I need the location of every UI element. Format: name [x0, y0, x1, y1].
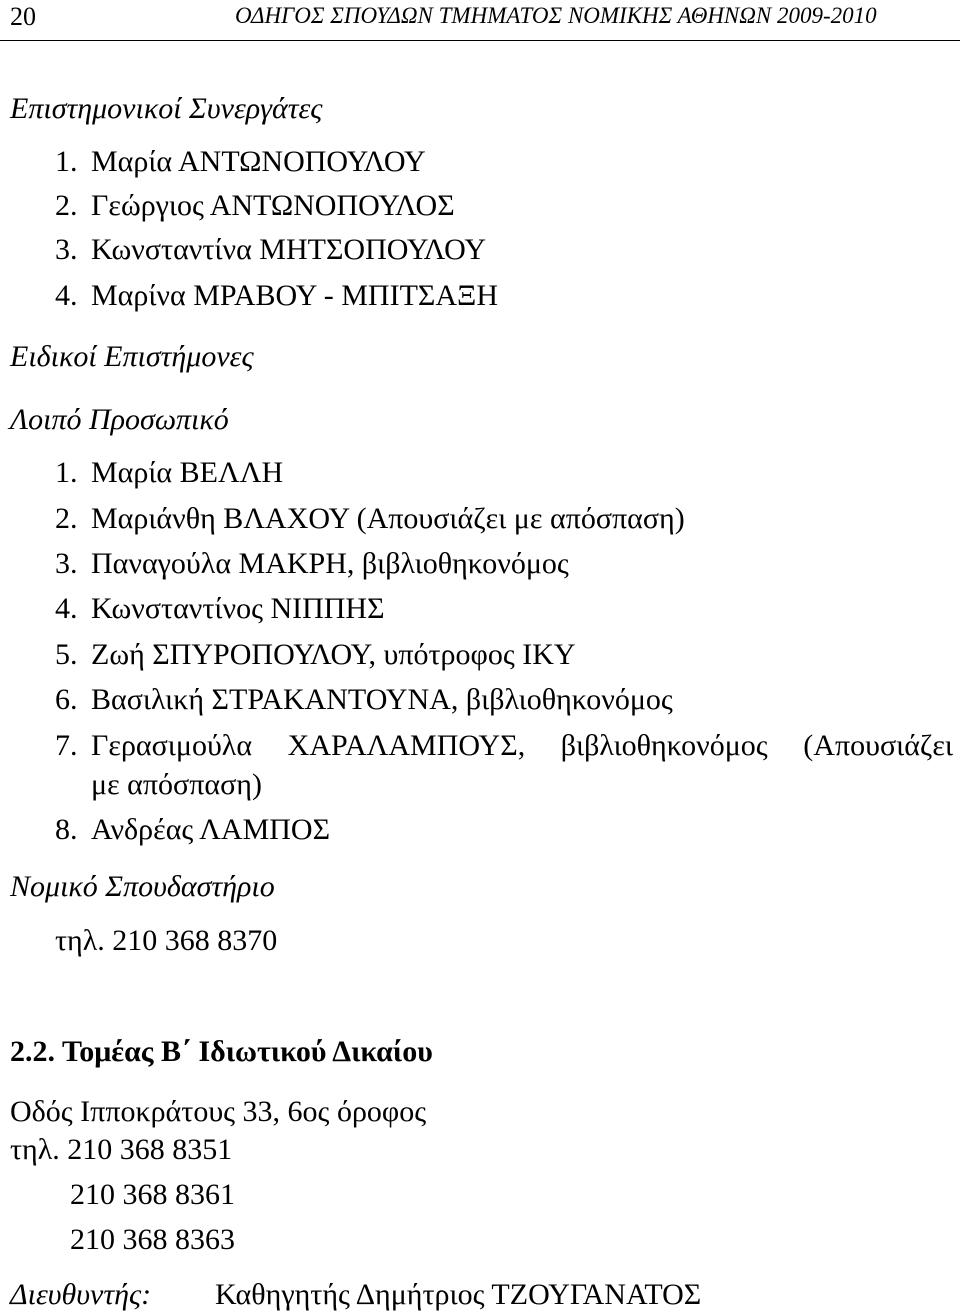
list-item: 1. Μαρία ΒΕΛΛΗ [55, 456, 284, 489]
running-title: ΟΔΗΓΟΣ ΣΠΟΥΔΩΝ ΤΜΗΜΑΤΟΣ ΝΟΜΙΚΗΣ ΑΘΗΝΩΝ 2009-2010 [235, 3, 877, 28]
list-item: 4. Κωνσταντίνος ΝΙΠΠΗΣ [55, 592, 385, 625]
list-item-continuation: με απόσπαση) [91, 768, 262, 801]
list-item: 1. Μαρία ΑΝΤΩΝΟΠΟΥΛΟΥ [55, 145, 426, 178]
law-library-phone: τηλ. 210 368 8370 [55, 924, 278, 957]
list-item: 2. Γεώργιος ΑΝΤΩΝΟΠΟΥΛΟΣ [55, 189, 455, 222]
list-item: 3. Παναγούλα ΜΑΚΡΗ, βιβλιοθηκονόμος [55, 547, 569, 580]
director-label: Διευθυντής: [10, 1278, 152, 1311]
section-phone: 210 368 8361 [70, 1178, 235, 1211]
other-staff-heading: Λοιπό Προσωπικό [10, 403, 229, 436]
list-item: Γερασιμούλα ΧΑΡΑΛΑΜΠΟΥΣ, βιβλιοθηκονόμος (Απουσιάζει [91, 729, 953, 762]
specialists-heading: Ειδικοί Επιστήμονες [10, 340, 254, 373]
list-item: 2. Μαριάνθη ΒΛΑΧΟΥ (Απουσιάζει με απόσπαση) [55, 502, 685, 535]
scientific-collaborators-heading: Επιστημονικοί Συνεργάτες [10, 92, 323, 125]
list-item: 5. Ζωή ΣΠΥΡΟΠΟΥΛΟΥ, υπότροφος ΙΚΥ [55, 638, 576, 671]
law-library-heading: Νομικό Σπουδαστήριο [10, 870, 275, 903]
list-item-num: 7. [55, 729, 78, 762]
section-address: Οδός Ιπποκράτους 33, 6ος όροφος [10, 1095, 427, 1128]
list-item: 4. Μαρίνα ΜΡΑΒΟΥ - ΜΠΙΤΣΑΞΗ [55, 279, 498, 312]
list-item: 8. Ανδρέας ΛΑΜΠΟΣ [55, 813, 331, 846]
list-item: 6. Βασιλική ΣΤΡΑΚΑΝΤΟΥΝΑ, βιβλιοθηκονόμος [55, 683, 673, 716]
page-number: 20 [10, 2, 36, 31]
director-name: Καθηγητής Δημήτριος ΤΖΟΥΓΑΝΑΤΟΣ [215, 1278, 702, 1311]
page-header [0, 0, 960, 41]
section-heading: 2.2. Τομέας Β΄ Ιδιωτικού Δικαίου [10, 1035, 433, 1068]
section-phone: 210 368 8363 [70, 1223, 235, 1256]
list-item: 3. Κωνσταντίνα ΜΗΤΣΟΠΟΥΛΟΥ [55, 233, 487, 266]
section-phone-line: τηλ. 210 368 8351 [10, 1133, 233, 1166]
